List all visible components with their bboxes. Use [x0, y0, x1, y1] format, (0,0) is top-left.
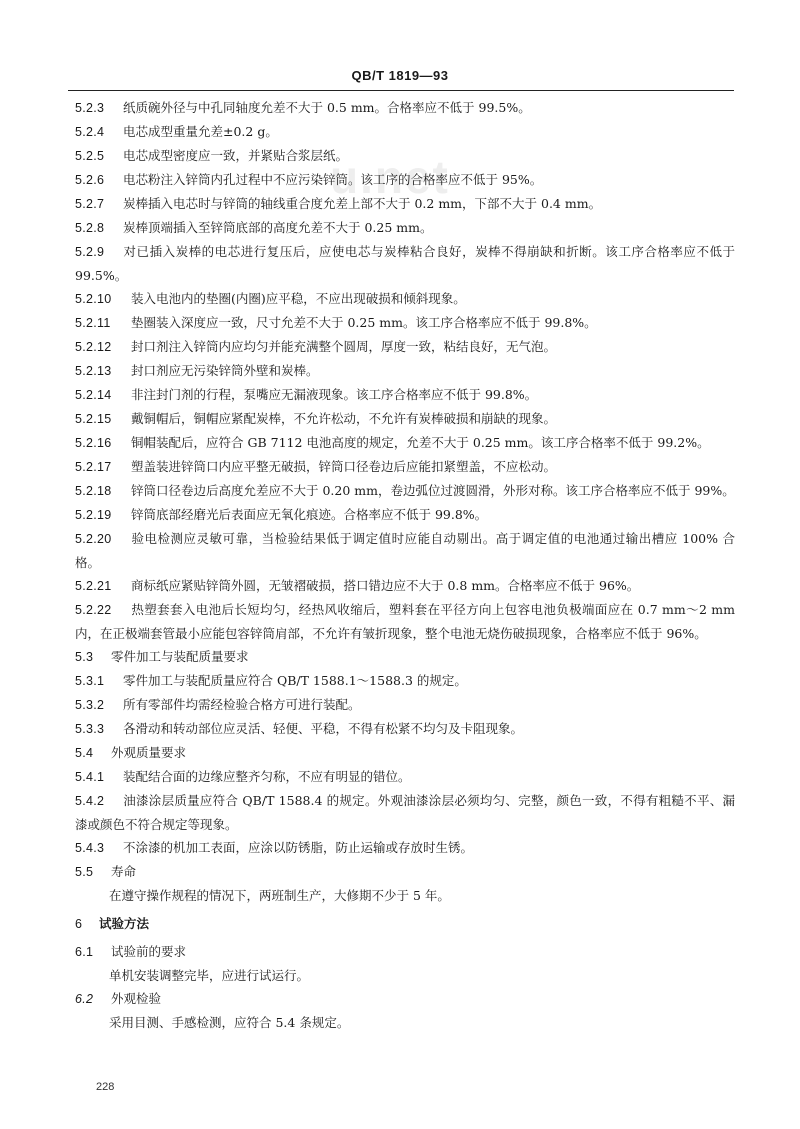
- chapter-title: 试验方法: [99, 917, 150, 931]
- clause-item: [75, 287, 735, 311]
- clause-text: 电芯粉注入锌筒内孔过程中不应污染锌筒。该工序的合格率应不低于 95%。: [123, 172, 543, 187]
- clause-number: 5.2.20: [75, 532, 112, 546]
- clause-item: [75, 789, 735, 836]
- clause-item: [75, 144, 735, 168]
- section-body-6-2: 采用目测、手感检测，应符合 5.4 条规定。: [109, 1015, 350, 1030]
- clause-text: 炭棒插入电芯时与锌筒的轴线重合度允差上部不大于 0.2 mm，下部不大于 0.4 mm。: [123, 196, 602, 211]
- clause-list-5-3: [75, 669, 735, 741]
- clause-item: [75, 693, 735, 717]
- clause-number: 5.2.11: [75, 316, 111, 330]
- clause-text: 塑盖装进锌筒口内应平整无破损，锌筒口径卷边后应能扣紧塑盖，不应松动。: [131, 459, 557, 474]
- clause-text: 非注封门剂的行程，泵嘴应无漏液现象。该工序合格率应不低于 99.8%。: [131, 387, 538, 402]
- section-body-6-1: 单机安装调整完毕，应进行试运行。: [109, 968, 310, 983]
- chapter-heading-6: [75, 913, 735, 936]
- clause-number: 5.2.9: [75, 245, 105, 259]
- header-rule: [68, 90, 734, 91]
- clause-text: 铜帽装配后，应符合 GB 7112 电池高度的规定，允差不大于 0.25 mm。该工序合格率不低于 99.2%。: [131, 435, 710, 450]
- clause-text: 不涂漆的机加工表面，应涂以防锈脂，防止运输或存放时生锈。: [123, 840, 474, 855]
- clause-text: 验电检测应灵敏可靠，当检验结果低于调定值时应能自动剔出。高于调定值的电池通过输出槽应 100% 合格。: [75, 531, 735, 570]
- clause-item: [75, 407, 735, 431]
- clause-number: 5.2.8: [75, 221, 105, 235]
- clause-number: 5.4.3: [75, 841, 105, 855]
- clause-text: 所有零部件均需经检验合格方可进行装配。: [123, 697, 361, 712]
- section-heading-5-3: [75, 645, 735, 669]
- clause-item: [75, 359, 735, 383]
- section-number: 5.3: [75, 650, 94, 664]
- clause-text: 锌筒口径卷边后高度允差应不大于 0.20 mm，卷边弧位过渡圆滑，外形对称。该工序合格率应不低于 99%。: [131, 483, 735, 498]
- section-number: 5.4: [75, 746, 94, 760]
- section-number: 6.1: [75, 945, 94, 959]
- clause-item: [75, 598, 735, 645]
- section-title: 试验前的要求: [111, 944, 187, 959]
- section-heading-5-5: [75, 860, 735, 884]
- clause-item: [75, 455, 735, 479]
- clause-item: [75, 836, 735, 860]
- clause-number: 5.4.1: [75, 770, 105, 784]
- clause-number: 5.4.2: [75, 794, 105, 808]
- clause-text: 垫圈装入深度应一致，尺寸允差不大于 0.25 mm。该工序合格率应不低于 99.8%。: [131, 315, 597, 330]
- clause-text: 封口剂应无污染锌筒外壁和炭棒。: [131, 363, 319, 378]
- clause-text: 封口剂注入锌筒内应均匀并能充满整个圆周，厚度一致，粘结良好，无气泡。: [131, 339, 557, 354]
- clause-item: [75, 311, 735, 335]
- clause-number: 5.2.6: [75, 173, 105, 187]
- clause-item: [75, 527, 735, 574]
- section-title: 外观质量要求: [111, 745, 187, 760]
- clause-number: 5.2.3: [75, 101, 105, 115]
- clause-number: 5.2.17: [75, 460, 112, 474]
- chapter-number: 6: [75, 917, 83, 931]
- clause-text: 商标纸应紧贴锌筒外圆，无皱褶破损，搭口错边应不大于 0.8 mm。合格率应不低于 96%。: [131, 578, 640, 593]
- clause-number: 5.2.7: [75, 197, 105, 211]
- clause-text: 装入电池内的垫圈(内圈)应平稳，不应出现破损和倾斜现象。: [131, 291, 466, 306]
- clause-list-5-4: [75, 765, 735, 860]
- section-heading-6-1: [75, 940, 735, 964]
- clause-number: 5.2.12: [75, 340, 112, 354]
- clause-number: 5.2.13: [75, 364, 112, 378]
- clause-number: 5.3.3: [75, 722, 105, 736]
- clause-text: 炭棒顶端插入至锌筒底部的高度允差不大于 0.25 mm。: [123, 220, 433, 235]
- standard-code-header: QB/T 1819—93: [351, 68, 449, 83]
- clause-item: [75, 479, 735, 503]
- document-body: [75, 96, 735, 1034]
- clause-item: [75, 120, 735, 144]
- clause-list-5-2: [75, 96, 735, 645]
- clause-item: [75, 96, 735, 120]
- section-title: 零件加工与装配质量要求: [111, 649, 249, 664]
- clause-number: 5.3.1: [75, 674, 105, 688]
- clause-number: 5.2.4: [75, 125, 105, 139]
- clause-item: [75, 168, 735, 192]
- clause-text: 各滑动和转动部位应灵活、轻便、平稳，不得有松紧不均匀及卡阻现象。: [123, 721, 524, 736]
- section-title: 外观检验: [111, 991, 162, 1006]
- section-number: 6.2: [75, 992, 94, 1006]
- clause-text: 电芯成型密度应一致，并紧贴合浆层纸。: [123, 148, 349, 163]
- clause-number: 5.2.22: [75, 603, 112, 617]
- clause-item: [75, 503, 735, 527]
- clause-number: 5.2.10: [75, 292, 112, 306]
- clause-item: [75, 240, 735, 287]
- clause-text: 零件加工与装配质量应符合 QB/T 1588.1～1588.3 的规定。: [123, 673, 467, 688]
- clause-number: 5.2.16: [75, 436, 112, 450]
- clause-text: 锌筒底部经磨光后表面应无氧化痕迹。合格率应不低于 99.8%。: [131, 507, 488, 522]
- clause-number: 5.2.15: [75, 412, 112, 426]
- clause-number: 5.2.18: [75, 484, 112, 498]
- clause-text: 对已插入炭棒的电芯进行复压后，应使电芯与炭棒粘合良好，炭棒不得崩缺和折断。该工序合格率应不低于 99.5%。: [75, 244, 735, 283]
- clause-text: 电芯成型重量允差±0.2 g。: [123, 124, 278, 139]
- section-heading-6-2: [75, 987, 735, 1011]
- clause-number: 5.2.14: [75, 388, 112, 402]
- section-heading-5-4: [75, 741, 735, 765]
- clause-item: [75, 717, 735, 741]
- clause-text: 油漆涂层质量应符合 QB/T 1588.4 的规定。外观油漆涂层必须均匀、完整，颜色一致，不得有粗糙不平、漏漆或颜色不符合规定等现象。: [75, 793, 735, 832]
- clause-text: 装配结合面的边缘应整齐匀称，不应有明显的错位。: [123, 769, 411, 784]
- clause-item: [75, 431, 735, 455]
- clause-item: [75, 383, 735, 407]
- watermark: u.net: [330, 151, 450, 203]
- clause-item: [75, 574, 735, 598]
- clause-text: 戴铜帽后，铜帽应紧配炭棒，不允许松动，不允许有炭棒破损和崩缺的现象。: [131, 411, 557, 426]
- section-number: 5.5: [75, 865, 94, 879]
- clause-item: [75, 192, 735, 216]
- clause-item: [75, 216, 735, 240]
- page-number: 228: [96, 1081, 115, 1093]
- clause-number: 5.2.21: [75, 579, 112, 593]
- clause-text: 热塑套套入电池后长短均匀，经热风收缩后，塑料套在平径方向上包容电池负极端面应在 0.7 mm～2 mm 内，在正极端套管最小应能包容锌筒肩部，不允许有皱折现象，整个电池无烧伤破损现象，合格率应不低于 96%。: [75, 602, 735, 641]
- clause-number: 5.2.5: [75, 149, 105, 163]
- section-title: 寿命: [111, 864, 137, 879]
- clause-number: 5.2.19: [75, 508, 112, 522]
- clause-item: [75, 765, 735, 789]
- clause-item: [75, 669, 735, 693]
- clause-text: 纸质碗外径与中孔同轴度允差不大于 0.5 mm。合格率应不低于 99.5%。: [123, 100, 531, 115]
- section-body-5-5: 在遵守操作规程的情况下，两班制生产，大修期不少于 5 年。: [109, 888, 450, 903]
- clause-number: 5.3.2: [75, 698, 105, 712]
- clause-item: [75, 335, 735, 359]
